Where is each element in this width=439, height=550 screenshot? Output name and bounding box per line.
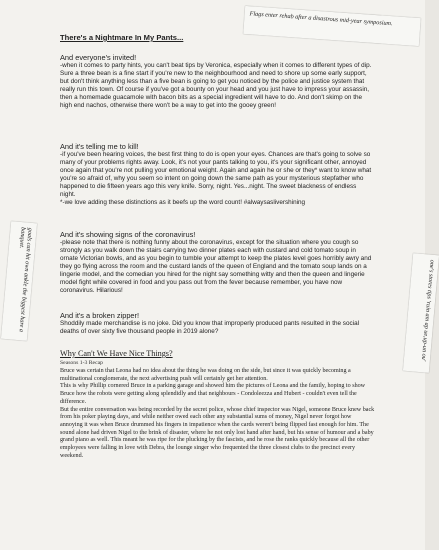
newspaper-clipping-right — [403, 253, 439, 373]
section-4 — [60, 311, 372, 336]
section-body: -when it comes to party hints, you can't beat tips by Veronica, especially when it comes to different types of dip. Sure a three bean is a fine start if you're new to the neighbourhood and need to shore up some early support, but don't think anything less than a five bean is going to get you noticed by the police and justice system that really run this town. Of course if you've got a bounty on your head and you just have to impress your assassin, then a homemade guacamole with bacon bits as a special ingredient will have to do. And don't skimp on the high end nachos, otherwise there won't be a way to get into the gooey green! — [60, 62, 372, 109]
clipping-top-text: Flags enter rehab after a disastrous mid-year symposium. — [249, 10, 393, 28]
story-subtitle: Seasons 1-3 Recap — [60, 360, 103, 366]
section-body: -if you've been hearing voices, the best first thing to do is open your eyes. Chances are that's going to solve so many of your problems rights away. Look, it's not your pants talking to you, it's your significant other, annoyed once again that you're not pulling your emotional weight. Again and again he or she or they* want to know what you're so afraid of, why you seem so intent on going down the same path as your mysterious stepfather who happened to die fifteen years ago this very knife. Sorry, night. Yes...night. The sweet blackness of endless night. *-we love adding these distinctions as it beefs up the word count! #alwaysaslivershining — [60, 151, 372, 206]
section-2 — [60, 142, 372, 207]
story-section — [60, 349, 375, 460]
section-heading: And it's a broken zipper! — [60, 311, 140, 320]
story-body: Bruce was certain that Leona had no idea about the thing he was doing on the side, but since it was quickly becoming a multinational conglomerate, the next advertising push will certainly get her attention. This is why Phillip cornered Bruce in a parking garage and showed him the pictures of Leona and the family, hoping to show Bruce how the robots were getting along splendidly and that neighbours - Condoleezza and Hubert - couldn't even tell the difference. But the entire conversation was being recorded by the secret police, whose chief inspector was Nigel, someone Bruce knew back from his poker playing days, and while neither owed each other any substantial sums of money, Nigel never forgot how annoying it was when Bruce drummed his fingers in impatience when the cards weren't being flipped fast enough for him. The sound alone had driven Nigel to the brink of disaster, where he not only lost hand after hand, but his sense of humour and a baby grand piano as well. This meant he was ripe for the plucking by the fascists, and he rose the ranks quickly because all the other employees were falling in love with Debra, the lounge singer who frequented the three closest clubs to the precinct every weekend. — [60, 368, 375, 459]
section-body: Shoddily made merchandise is no joke. Did you know that improperly produced pants resulted in the social deaths of over sixty five thousand people in 2019 alone? — [60, 320, 360, 335]
newspaper-clipping-top — [243, 6, 421, 46]
clipping-right-text: one's stores tips 'ruin am ap ue,up-un ou' — [419, 259, 436, 362]
section-1 — [60, 53, 372, 110]
story-title: Why Can't We Have Nice Things? — [60, 349, 173, 358]
clipping-left-text: goals can hit own ankle the biggest hare a banquet. — [17, 226, 34, 333]
section-3 — [60, 230, 372, 295]
newspaper-clipping-left — [1, 221, 37, 341]
page-title: There's a Nightmare In My Pants... — [60, 33, 184, 42]
section-body: -please note that there is nothing funny about the coronavirus, except for the situation where you cough so strongly as you walk down the stairs carrying two dinner plates each with custard and cold tomato soup in ornate Victorian bowls, and as you begin to tumble your attempt to keep the plates level goes horribly awry and they go flying across the room and the custard lands of the queen of England and the tomato soup lands on a lingerie model, and the comedian you hired for the night say something witty and then the queen and lingerie model fight while covered in food and you pass out from the fever because remember, you have now coronavirus. Hilarious! — [60, 239, 372, 294]
section-heading: And it's showing signs of the coronavirus! — [60, 230, 196, 239]
section-heading: And it's telling me to kill! — [60, 142, 139, 151]
section-heading: And everyone's invited! — [60, 53, 137, 62]
